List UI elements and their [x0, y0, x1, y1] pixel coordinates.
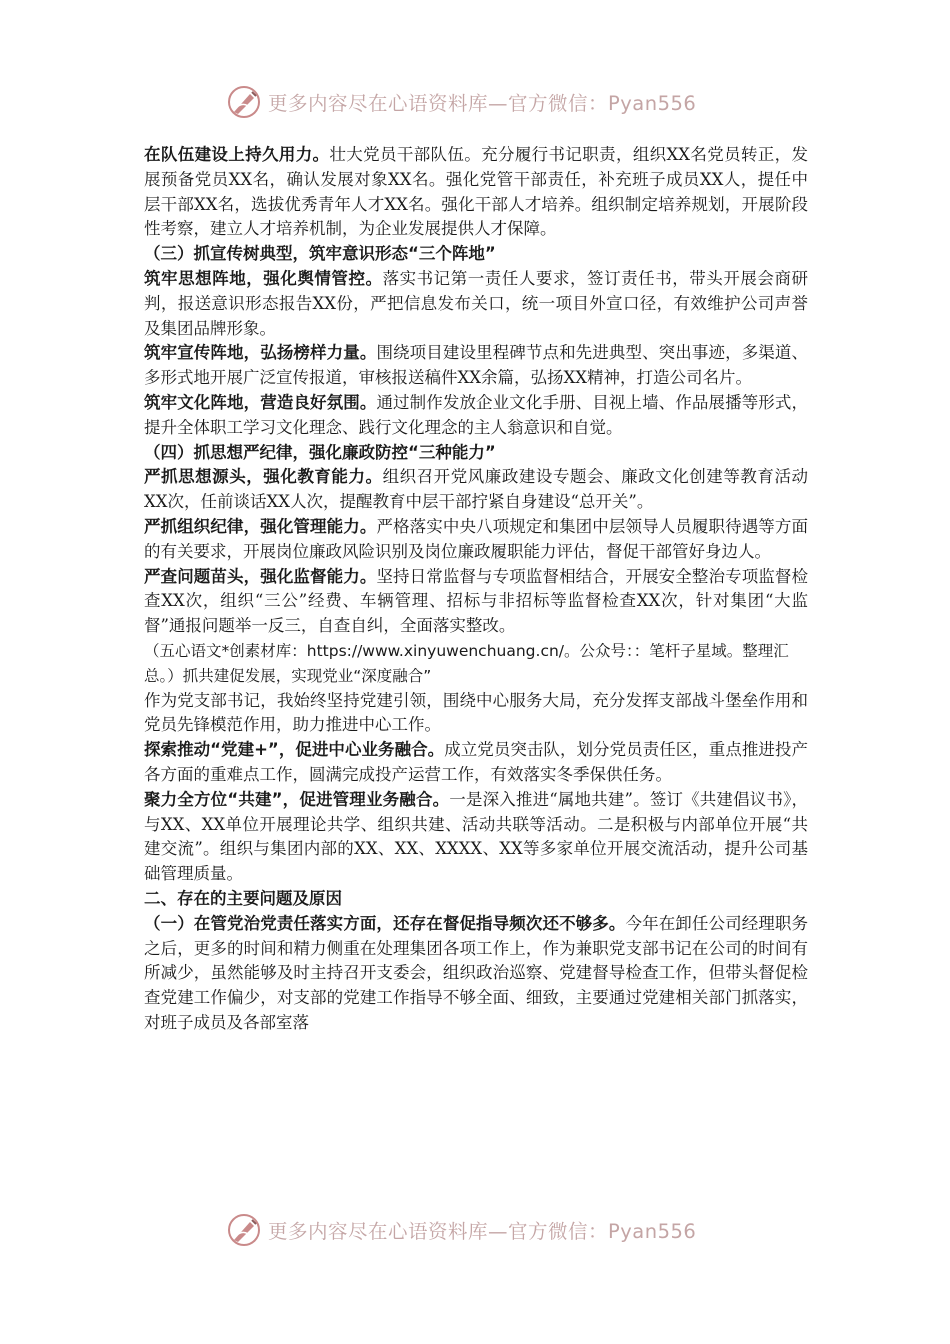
paragraph-lead: 在队伍建设上持久用力。: [144, 145, 330, 164]
paragraph-body: 组织召开党风廉政建设专题会、廉政文化创建等教育活动XX次，任前谈话XX人次，提醒教育中层干部拧紧自身建设“总开关”。: [144, 467, 809, 512]
paragraph-lead: 筑牢思想阵地，强化舆情管控。: [144, 268, 383, 288]
watermark-text: 更多内容尽在心语资料库—官方微信：Pyan556: [268, 92, 697, 115]
paragraph-lead: 严抓组织纪律，强化管理能力。: [144, 516, 377, 536]
paragraph-body: 严格落实中央八项规定和集团中层领导人员履职待遇等方面的有关要求，开展岗位廉政风险识别及岗位廉政履职能力评估，督促干部管好身边人。: [144, 516, 809, 561]
pen-logo-icon: [226, 84, 262, 120]
paragraph: 作为党支部书记，我始终坚持党建引领，围绕中心服务大局，充分发挥支部战斗堡垒作用和党员先锋模范作用，助力推进中心工作。: [144, 690, 808, 735]
header-watermark-banner: [226, 82, 746, 122]
source-note-heading: （五心语文*创素材库：https://www.xinyuwenchuang.cn/。公众号：：笔杆子星域。整理汇总。）抓共建促发展，实现党业“深度融合”: [144, 641, 789, 685]
paragraph-body: 坚持日常监督与专项监督相结合，开展安全整治专项监督检查XX次，组织“三公”经费、车辆管理、招标与非招标等监督检查XX次，针对集团“大监督”通报问题举一反三，自查自纠，全面落实整改。: [144, 566, 809, 636]
paragraph: [144, 341, 808, 391]
paragraph-lead: 探索推动“党建+”，促进中心业务融合。: [144, 740, 445, 760]
paragraph: [144, 912, 808, 1036]
paragraph-body: 今年在卸任公司经理职务之后，更多的时间和精力侧重在处理集团各项工作上，作为兼职党支部书记在公司的时间有所减少，虽然能够及时主持召开支委会，组织政治巡察、党建督导检查工作，但带头督促检查党建工作偏少，对支部的党建工作指导不够全面、细致，主要通过党建相关部门抓落实，对班子成员及各部室落: [144, 913, 809, 1032]
paragraph: [144, 788, 808, 887]
paragraph: [144, 143, 808, 242]
section-heading: （四）抓思想严纪律，强化廉政防控“三种能力”: [144, 442, 496, 462]
paragraph-lead: 严抓思想源头，强化教育能力。: [144, 467, 383, 487]
footer-watermark-banner: [226, 1210, 746, 1250]
paragraph-body: 壮大党员干部队伍。充分履行书记职责，组织XX名党员转正，发展预备党员XX名，确认发展对象XX名。强化党管干部责任，补充班子成员XX人，提任中层干部XX名，选拔优秀青年人才XX名。强化干部人才培养。组织制定培养规划，开展阶段性考察，建立人才培养机制，为企业发展提供人才保障。: [144, 145, 809, 239]
watermark-text: 更多内容尽在心语资料库—官方微信：Pyan556: [268, 1220, 697, 1243]
paragraph-lead: 聚力全方位“共建”，促进管理业务融合。: [144, 789, 450, 809]
pen-logo-icon: [226, 1212, 262, 1248]
paragraph-body: 一是深入推进“属地共建”。签订《共建倡议书》，与XX、XX单位开展理论共学、组织共建、活动共联等活动。二是积极与内部单位开展“共建交流”。组织与集团内部的XX、XX、XXXX、XX等多家单位开展交流活动，提升公司基础管理质量。: [144, 789, 808, 884]
section-heading: （三）抓宣传树典型，筑牢意识形态“三个阵地”: [144, 244, 496, 264]
paragraph-lead: 严查问题苗头，强化监督能力。: [144, 566, 377, 586]
paragraph: [144, 738, 808, 788]
paragraph: [144, 267, 808, 341]
paragraph-body: 通过制作发放企业文化手册、目视上墙、作品展播等形式，提升全体职工学习文化理念、践行文化理念的主人翁意识和自觉。: [144, 392, 809, 437]
paragraph-lead: 筑牢宣传阵地，弘扬榜样力量。: [144, 343, 377, 363]
paragraph-lead: （一）在管党治党责任落实方面，还存在督促指导频次还不够多。: [144, 913, 626, 933]
paragraph-lead: 筑牢文化阵地，营造良好氛围。: [144, 392, 377, 412]
paragraph: [144, 565, 808, 639]
section-heading: 二、存在的主要问题及原因: [144, 888, 342, 908]
paragraph-body: 成立党员突击队，划分党员责任区，重点推进投产各方面的重难点工作，圆满完成投产运营工作，有效落实冬季保供任务。: [144, 740, 809, 784]
paragraph-body: 围绕项目建设里程碑节点和先进典型、突出事迹，多渠道、多形式地开展广泛宣传报道，审核报送稿件XX余篇，弘扬XX精神，打造公司名片。: [144, 343, 809, 388]
document-body: [144, 143, 808, 1036]
paragraph-body: 落实书记第一责任人要求，签订责任书，带头开展会商研判，报送意识形态报告XX份，严把信息发布关口，统一项目外宣口径，有效维护公司声誉及集团品牌形象。: [144, 268, 809, 338]
paragraph: [144, 465, 808, 515]
paragraph: [144, 515, 808, 565]
paragraph: [144, 391, 808, 441]
